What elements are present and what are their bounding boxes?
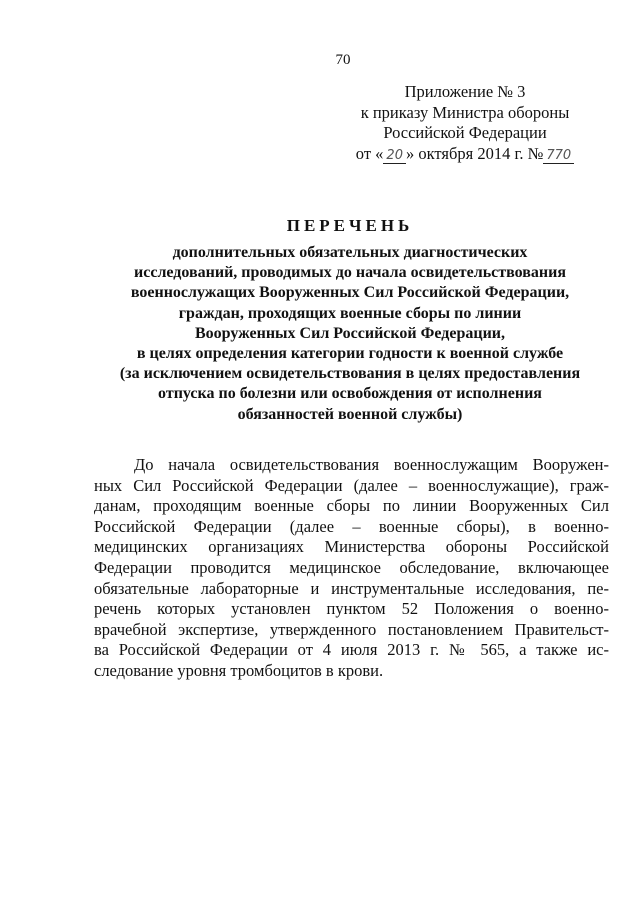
subtitle-line: граждан, проходящих военные сборы по линии (178, 304, 522, 322)
body-line: медицинских организациях Министерства обороны Российской (94, 537, 609, 557)
body-line: данам, проходящим военные сборы по линии Вооруженных Сил (94, 496, 609, 516)
body-line: Федерации проводится медицинское обследование, включающее (94, 557, 609, 577)
body-line: Российской Федерации (далее – военные сборы), в военно- (94, 516, 609, 536)
body-line: врачебной экспертизе, утвержденного постановлением Правительст- (94, 619, 609, 639)
attachment-order-ref: к приказу Министра обороны (360, 102, 570, 122)
subtitle-line: дополнительных обязательных диагностических (172, 244, 528, 261)
subtitle-line: Вооруженных Сил Российской Федерации, (194, 324, 506, 342)
subtitle-line: (за исключением освидетельствования в целях предоставления (119, 365, 581, 383)
date-prefix: от « (355, 143, 384, 163)
body-paragraph (94, 455, 609, 682)
subtitle-line: обязанностей военной службы) (237, 405, 463, 423)
attachment-date-line (330, 144, 600, 165)
handwritten-day: 20 (383, 149, 406, 164)
body-line: обязательные лабораторные и инструментальные исследования, пе- (94, 578, 609, 598)
attachment-title: Приложение № 3 (404, 82, 526, 101)
handwritten-order-number: 770 (543, 149, 574, 164)
attachment-block (330, 82, 600, 164)
body-line: До начала освидетельствования военнослужащим Вооружен- (134, 455, 609, 474)
body-line: следование уровня тромбоцитов в крови. (94, 660, 384, 680)
subtitle-line: в целях определения категории годности к военной службе (136, 345, 564, 363)
title-block (70, 216, 630, 425)
page-number: 70 (335, 52, 351, 68)
attachment-federation: Российской Федерации (383, 123, 547, 142)
body-line: ва Российской Федерации от 4 июля 2013 г. № 565, а также ис- (94, 640, 609, 660)
subtitle-line: отпуска по болезни или освобождения от исполнения (158, 385, 542, 403)
document-title: ПЕРЕЧЕНЬ (286, 216, 414, 235)
body-line: речень которых установлен пунктом 52 Положения о военно- (94, 599, 609, 619)
subtitle-line: военнослужащих Вооруженных Сил Российской Федерации, (130, 284, 570, 302)
body-line: ных Сил Российской Федерации (далее – военнослужащие), граж- (94, 475, 609, 495)
date-middle: » октября 2014 г. № (405, 143, 544, 163)
subtitle-line: исследований, проводимых до начала освидетельствования (134, 264, 566, 282)
